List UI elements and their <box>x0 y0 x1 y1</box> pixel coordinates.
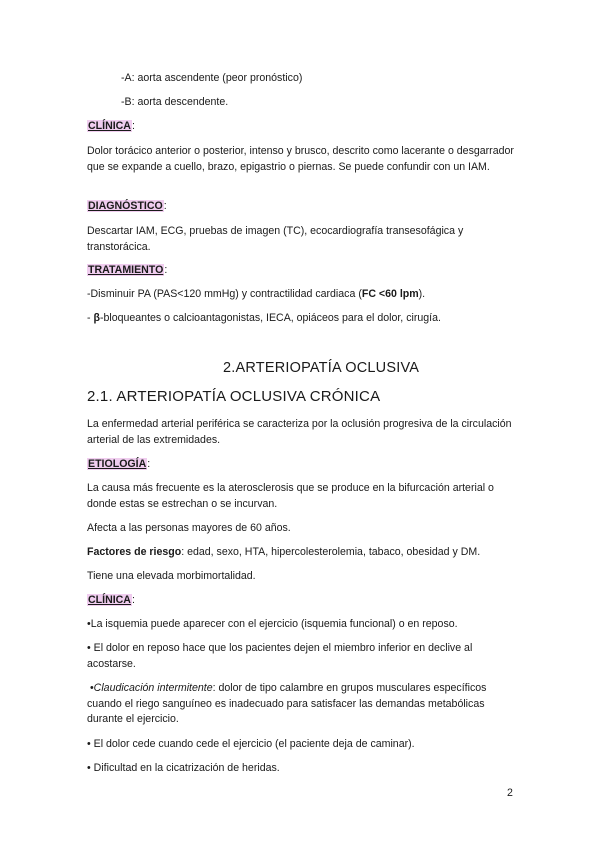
colon: : <box>131 594 135 606</box>
page-number: 2 <box>507 787 513 799</box>
diagnostico-heading <box>87 199 167 215</box>
colon: : <box>164 264 168 276</box>
colon: : <box>147 458 151 470</box>
etiologia-paragraph-3: Tiene una elevada morbimortalidad. <box>87 570 256 582</box>
bullet-item: • El dolor cede cuando cede el ejercicio (el paciente deja de caminar). <box>87 738 415 750</box>
clinica-label: CLÍNICA <box>88 120 131 132</box>
beta-symbol: β <box>93 312 100 324</box>
risk-factors-text: : edad, sexo, HTA, hipercolesterolemia, tabaco, obesidad y DM. <box>181 546 481 558</box>
tratamiento-line-2 <box>87 311 441 327</box>
clinica-heading-2 <box>87 593 135 609</box>
bullet-item: • El dolor en reposo hace que los pacientes dejen el miembro inferior en declive al acostarse. <box>87 642 473 670</box>
tratamiento-heading <box>87 263 167 279</box>
section-subtitle: 2.1. ARTERIOPATÍA OCLUSIVA CRÓNICA <box>87 388 381 405</box>
clinica-paragraph: Dolor torácico anterior o posterior, intenso y brusco, descrito como lacerante o desgarrador que se expande a cuello, brazo, epigastrio o piernas. Se puede confundir con un IAM. <box>87 145 514 173</box>
bullet-item: •La isquemia puede aparecer con el ejercicio (isquemia funcional) o en reposo. <box>87 618 458 630</box>
tratamiento-line-1 <box>87 287 425 303</box>
colon: : <box>131 120 135 132</box>
text: - <box>87 312 94 324</box>
etiologia-label: ETIOLOGÍA <box>88 458 147 470</box>
colon: : <box>163 200 167 212</box>
text: -bloqueantes o calcioantagonistas, IECA, opiáceos para el dolor, cirugía. <box>99 312 441 324</box>
risk-factors-line <box>87 545 480 561</box>
etiologia-paragraph-2: Afecta a las personas mayores de 60 años. <box>87 522 291 534</box>
bold-text: FC <60 lpm <box>361 288 419 300</box>
intro-paragraph: La enfermedad arterial periférica se caracteriza por la oclusión progresiva de la circulación arterial de las extremidades. <box>87 418 512 446</box>
text: ). <box>418 288 426 300</box>
risk-factors-label: Factores de riesgo <box>87 546 182 558</box>
tratamiento-label: TRATAMIENTO <box>88 264 164 276</box>
text: -Disminuir PA (PAS<120 mmHg) y contractilidad cardiaca ( <box>87 288 362 300</box>
etiologia-paragraph-1: La causa más frecuente es la aterosclerosis que se produce en la bifurcación arterial o donde estas se estrechan o se incurvan. <box>87 482 494 510</box>
section-title: 2.ARTERIOPATÍA OCLUSIVA <box>223 360 420 376</box>
etiologia-heading <box>87 457 150 473</box>
aorta-type-a: -A: aorta ascendente (peor pronóstico) <box>121 72 303 84</box>
clinica-label-2: CLÍNICA <box>88 594 131 606</box>
clinica-heading <box>87 119 135 135</box>
bullet: • <box>89 682 94 694</box>
bullet-item: • Dificultad en la cicatrización de heridas. <box>87 762 280 774</box>
aorta-type-b: -B: aorta descendente. <box>121 96 229 108</box>
diagnostico-paragraph: Descartar IAM, ECG, pruebas de imagen (TC), ecocardiografía transesofágica y transtorácica. <box>87 225 464 253</box>
italic-term: Claudicación intermitente <box>93 682 213 694</box>
bullet-item <box>87 681 517 728</box>
text: : dolor de tipo calambre en grupos musculares específicos cuando el riego sanguíneo es inadecuado para satisfacer las demandas metabólicas durante el ejercicio. <box>87 682 487 725</box>
diagnostico-label: DIAGNÓSTICO <box>88 200 163 212</box>
